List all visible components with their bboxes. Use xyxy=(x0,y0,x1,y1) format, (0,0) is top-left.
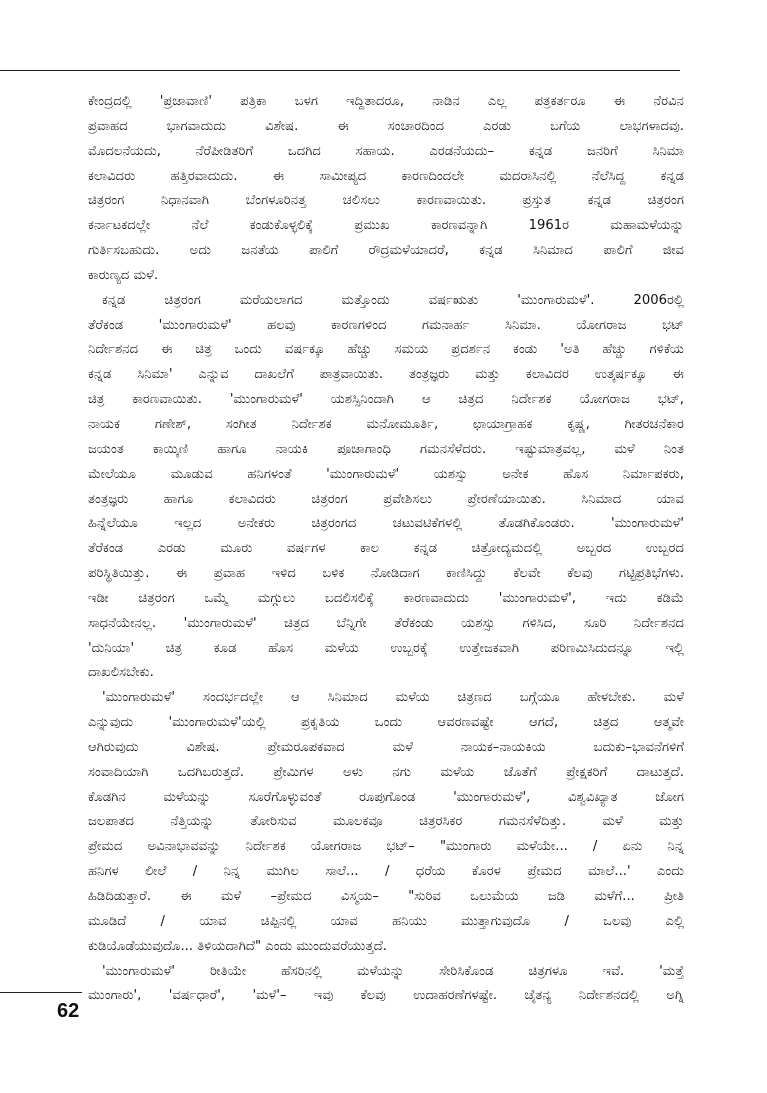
text-line: 'ಮುಂಗಾರುಮಳೆ' ಸಂದರ್ಭದಲ್ಲೇ ಆ ಸಿನಿಮಾದ ಮಳೆಯ ಚಿತ್ರಣದ ಬಗ್ಗೆಯೂ ಹೇಳಬೇಕು. ಮಳೆ xyxy=(102,690,684,706)
text-line: ಕನ್ನಡ ಸಿನಿಮಾ' ಎನ್ನುವ ದಾಖಲೆಗೆ ಪಾತ್ರವಾಯಿತು. ತಂತ್ರಜ್ಞರು ಮತ್ತು ಕಲಾವಿದರ ಉತ್ಕರ್ಷಕ್ಕೂ ಈ xyxy=(88,367,684,383)
text-line: ತೆರೆಕಂಡ 'ಮುಂಗಾರುಮಳೆ' ಹಲವು ಕಾರಣಗಳಿಂದ ಗಮನಾರ್ಹ ಸಿನಿಮಾ. ಯೋಗರಾಜ ಭಟ್ xyxy=(88,317,684,333)
text-line: ಜಲಪಾತದ ನೆತ್ತಿಯನ್ನು ತೋರಿಸುವ ಮೂಲಕವೂ ಚಿತ್ರರಸಿಕರ ಗಮನಸೆಳೆದಿತ್ತು. ಮಳೆ ಮತ್ತು xyxy=(88,814,684,830)
text-line: ಕನ್ನಡ ಚಿತ್ರರಂಗ ಮರೆಯಲಾಗದ ಮತ್ತೊಂದು ವರ್ಷಋತು 'ಮುಂಗಾರುಮಳೆ'. 2006ರಲ್ಲಿ xyxy=(102,292,684,308)
text-line: ಪರಿಸ್ಥಿತಿಯಿತ್ತು. ಈ ಪ್ರವಾಹ ಇಳಿದ ಬಳಿಕ ನೋಡಿದಾಗ ಕಾಣಿಸಿದ್ದು ಕೆಲವೇ ಕೆಲವು ಗಟ್ಟಿಪ್ರತಿಭೆಗಳು. xyxy=(88,566,684,582)
text-line: ಸಾಧನೆಯೇನಲ್ಲ. 'ಮುಂಗಾರುಮಳೆ' ಚಿತ್ರದ ಬೆನ್ನಿಗೇ ತೆರೆಕಂಡು ಯಶಸ್ಸು ಗಳಿಸಿದ, ಸೂರಿ ನಿರ್ದೇಶನದ xyxy=(88,615,684,631)
text-line: ಹಿನ್ನೆಲೆಯೂ ಇಲ್ಲದ ಅನೇಕರು ಚಿತ್ರರಂಗದ ಚಟುವಟಿಕೆಗಳಲ್ಲಿ ತೊಡಗಿಕೊಂಡರು. 'ಮುಂಗಾರುಮಳೆ' xyxy=(88,516,684,532)
page-body xyxy=(88,90,684,1009)
text-line: ಮೊದಲನೆಯದು, ನೆರೆಪೀಡಿತರಿಗೆ ಒದಗಿದ ಸಹಾಯ. ಎರಡನೆಯದು– ಕನ್ನಡ ಜನರಿಗೆ ಸಿನಿಮಾ xyxy=(88,143,684,159)
text-line: ಸಂವಾದಿಯಾಗಿ ಒದಗಿಬರುತ್ತದೆ. ಪ್ರೇಮಿಗಳ ಅಳು ನಗು ಮಳೆಯ ಜೊತೆಗೆ ಪ್ರೇಕ್ಷಕರಿಗೆ ದಾಟುತ್ತದೆ. xyxy=(88,764,684,780)
text-line: ಇಡೀ ಚಿತ್ರರಂಗ ಒಮ್ಮೆ ಮಗ್ಗುಲು ಬದಲಿಸಲಿಕ್ಕೆ ಕಾರಣವಾದುದು 'ಮುಂಗಾರುಮಳೆ', ಇದು ಕಡಿಮೆ xyxy=(88,590,684,606)
header-rule xyxy=(0,70,680,71)
text-line: ಆಗಿರುವುದು ವಿಶೇಷ. ಪ್ರೇಮರೂಪಕವಾದ ಮಳೆ ನಾಯಕ–ನಾಯಕಿಯ ಬದುಕು–ಭಾವನೆಗಳಿಗೆ xyxy=(88,739,684,755)
footer-rule xyxy=(0,992,82,993)
text-line: ಚಿತ್ರ ಕಾರಣವಾಯಿತು. 'ಮುಂಗಾರುಮಳೆ' ಯಶಸ್ಸಿನಿಂದಾಗಿ ಆ ಚಿತ್ರದ ನಿರ್ದೇಶಕ ಯೋಗರಾಜ ಭಟ್, xyxy=(88,392,684,408)
text-line: ಕೇಂದ್ರದಲ್ಲಿ 'ಪ್ರಜಾವಾಣಿ' ಪತ್ರಿಕಾ ಬಳಗ ಇದ್ದಿತಾದರೂ, ನಾಡಿನ ಎಲ್ಲ ಪತ್ರಕರ್ತರೂ ಈ ನೆರವಿನ xyxy=(88,94,684,109)
text-line: ಮುಂಗಾರು', 'ವರ್ಷಧಾರೆ', 'ಮಳೆ'– ಇವು ಕೆಲವು ಉದಾಹರಣೆಗಳಷ್ಟೇ. ಚೈತನ್ಯ ನಿರ್ದೇಶನದಲ್ಲಿ ಅಗ್ನಿ xyxy=(88,988,684,1004)
text-line: ಗುರ್ತಿಸಬಹುದು. ಅದು ಜನತೆಯ ಪಾಲಿಗೆ ರೌದ್ರಮಳೆಯಾದರೆ, ಕನ್ನಡ ಸಿನಿಮಾದ ಪಾಲಿಗೆ ಜೀವ xyxy=(88,243,684,259)
text-line: ಮೇಲೆಯೂ ಮೂಡುವ ಹನಿಗಳಂತೆ 'ಮುಂಗಾರುಮಳೆ' ಯಶಸ್ಸು ಅನೇಕ ಹೊಸ ನಿರ್ಮಾಪಕರು, xyxy=(88,466,684,482)
text-line: 'ಮುಂಗಾರುಮಳೆ' ರೀತಿಯೇ ಹೆಸರಿನಲ್ಲಿ ಮಳೆಯನ್ನು ಸೇರಿಸಿಕೊಂಡ ಚಿತ್ರಗಳೂ ಇವೆ. 'ಮತ್ತೆ xyxy=(102,963,684,979)
text-line: ಹನಿಗಳ ಲೀಲೆ / ನಿನ್ನ ಮುಗಿಲ ಸಾಲೆ... / ಧರೆಯ ಕೊರಳ ಪ್ರೇಮದ ಮಾಲೆ...' ಎಂದು xyxy=(88,864,684,880)
text-line: ಕರ್ನಾಟಕದಲ್ಲೇ ನೆಲೆ ಕಂಡುಕೊಳ್ಳಲಿಕ್ಕೆ ಪ್ರಮುಖ ಕಾರಣವನ್ನಾಗಿ 1961ರ ಮಹಾಮಳೆಯನ್ನು xyxy=(88,218,684,234)
page-number: 62 xyxy=(57,1000,80,1022)
text-line: 'ದುನಿಯಾ' ಚಿತ್ರ ಕೂಡ ಹೊಸ ಮಳೆಯ ಉಬ್ಬರಕ್ಕೆ ಉತ್ತೇಜಕವಾಗಿ ಪರಿಣಮಿಸಿದುದನ್ನೂ ಇಲ್ಲಿ xyxy=(88,640,684,656)
text-line: ಕಲಾವಿದರು ಹತ್ತಿರವಾದುದು. ಈ ಸಾಮೀಪ್ಯದ ಕಾರಣದಿಂದಲೇ ಮದರಾಸಿನಲ್ಲಿ ನೆಲೆಸಿದ್ದ ಕನ್ನಡ xyxy=(88,168,684,184)
text-line: ದಾಖಲಿಸಬೇಕು. xyxy=(88,665,154,681)
text-line: ಕಾರುಣ್ಯದ ಮಳೆ. xyxy=(88,267,159,283)
text-line: ಪ್ರೇಮದ ಅವಿನಾಭಾವವನ್ನು ನಿರ್ದೇಶಕ ಯೋಗರಾಜ ಭಟ್– "ಮುಂಗಾರು ಮಳೆಯೇ... / ಏನು ನಿನ್ನ xyxy=(88,839,684,855)
text-line: ಮೂಡಿದೆ / ಯಾವ ಚಿಪ್ಪಿನಲ್ಲಿ ಯಾವ ಹನಿಯು ಮುತ್ತಾಗುವುದೊ / ಒಲವು ಎಲ್ಲಿ xyxy=(88,913,684,929)
text-line: ಜಯಂತ ಕಾಯ್ಕಿಣಿ ಹಾಗೂ ನಾಯಕಿ ಪೂಜಾಗಾಂಧಿ ಗಮನಸೆಳೆದರು. ಇಷ್ಟುಮಾತ್ರವಲ್ಲ, ಮಳೆ ನಿಂತ xyxy=(88,441,684,457)
paragraph-3 xyxy=(88,686,684,959)
text-line: ತೆರೆಕಂಡ ಎರಡು ಮೂರು ವರ್ಷಗಳ ಕಾಲ ಕನ್ನಡ ಚಿತ್ರೋದ್ಯಮದಲ್ಲಿ ಅಬ್ಬರದ ಉಬ್ಬರದ xyxy=(88,541,684,557)
text-line: ಚಿತ್ರರಂಗ ನಿಧಾನವಾಗಿ ಬೆಂಗಳೂರಿನತ್ತ ಚಲಿಸಲು ಕಾರಣವಾಯಿತು. ಪ್ರಸ್ತುತ ಕನ್ನಡ ಚಿತ್ರರಂಗ xyxy=(88,193,684,209)
text-line: ಕುಡಿಯೊಡೆಯುವುದೊ... ತಿಳಿಯದಾಗಿದೆ" ಎಂದು ಮುಂದುವರೆಯುತ್ತದೆ. xyxy=(88,938,387,954)
text-line: ಪ್ರವಾಹದ ಭಾಗವಾದುದು ವಿಶೇಷ. ಈ ಸಂಚಾರದಿಂದ ಎರಡು ಬಗೆಯ ಲಾಭಗಳಾದವು. xyxy=(88,118,684,134)
text-line: ನಾಯಕ ಗಣೇಶ್, ಸಂಗೀತ ನಿರ್ದೇಶಕ ಮನೋಮೂರ್ತಿ, ಛಾಯಾಗ್ರಾಹಕ ಕೃಷ್ಣ, ಗೀತರಚನೆಕಾರ xyxy=(88,416,684,432)
text-line: ತಂತ್ರಜ್ಞರು ಹಾಗೂ ಕಲಾವಿದರು ಚಿತ್ರರಂಗ ಪ್ರವೇಶಿಸಲು ಪ್ರೇರಣೆಯಾಯಿತು. ಸಿನಿಮಾದ ಯಾವ xyxy=(88,491,684,507)
text-line: ಎನ್ನುವುದು 'ಮುಂಗಾರುಮಳೆ'ಯಲ್ಲಿ ಪ್ರಕೃತಿಯ ಒಂದು ಆವರಣವಷ್ಟೇ ಆಗದೆ, ಚಿತ್ರದ ಆತ್ಮವೇ xyxy=(88,715,684,731)
paragraph-1 xyxy=(88,90,684,289)
text-line: ನಿರ್ದೇಶನದ ಈ ಚಿತ್ರ ಒಂದು ವರ್ಷಕ್ಕೂ ಹೆಚ್ಚು ಸಮಯ ಪ್ರದರ್ಶನ ಕಂಡು 'ಅತಿ ಹೆಚ್ಚು ಗಳಿಕೆಯ xyxy=(88,342,684,358)
text-line: ಕೊಡಗಿನ ಮಳೆಯನ್ನು ಸೂರೆಗೊಳ್ಳುವಂತೆ ರೂಪುಗೊಂಡ 'ಮುಂಗಾರುಮಳೆ', ವಿಶ್ವವಿಖ್ಯಾತ ಜೋಗ xyxy=(88,789,684,805)
text-line: ಹಿಡಿದಿಡುತ್ತಾರೆ. ಈ ಮಳೆ –ಪ್ರೇಮದ ವಿಸ್ಮಯ– "ಸುರಿವ ಒಲುಮೆಯ ಜಡಿ ಮಳೆಗೆ... ಪ್ರೀತಿ xyxy=(88,889,684,904)
paragraph-4 xyxy=(88,960,684,1010)
paragraph-2 xyxy=(88,289,684,687)
